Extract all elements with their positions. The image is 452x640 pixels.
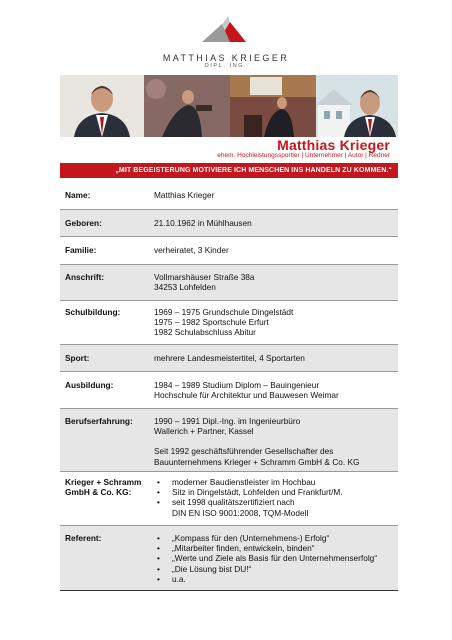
row-value [152,300,398,344]
header-banner [60,75,398,180]
row-value [152,408,398,471]
row-address [60,264,398,300]
logo-triangle-icon [200,12,252,50]
row-birth [60,209,398,236]
row-label: Sport: [60,344,152,371]
row-value [152,471,398,525]
value-line: Hochschule für Architektur und Bauwesen Weimar [154,389,339,400]
bullet-list [154,477,394,508]
value-line: 1969 – 1975 Grundschule Dingelstädt [154,306,294,317]
house-portrait-photo [316,75,398,137]
row-name [60,183,398,209]
value-line: 1984 – 1989 Studium Diplom – Bauingenieur [154,379,320,390]
row-label: Anschrift: [60,264,152,300]
row-speaker [60,525,398,590]
row-label: Familie: [60,236,152,264]
row-company [60,471,398,525]
row-career [60,408,398,471]
row-label: Berufserfahrung: [60,408,152,471]
cv-table [60,183,398,591]
row-value [152,525,398,590]
row-value [152,264,398,300]
row-sport [60,344,398,371]
value-line: 1990 – 1991 Dipl.-Ing. im Ingenieurbüro [154,415,301,426]
value-line: Seit 1992 geschäftsführender Gesellschafter des [154,446,334,457]
speaker-photo [144,75,230,137]
photo-strip [60,75,398,137]
value-line: DIN EN ISO 9001:2008, TQM-Modell [172,507,309,518]
value-line: Bauunternehmens Krieger + Schramm GmbH & Co. KG [154,456,360,467]
bullet-list [154,533,394,585]
row-label: Ausbildung: [60,371,152,408]
row-family [60,236,398,264]
list-item: • „Werte und Ziele als Basis für den Unternehmenserfolg“ [154,553,394,563]
list-item: • u.a. [154,574,394,584]
row-value: 21.10.1962 in Mühlhausen [152,209,398,236]
value-line: Vollmarshäuser Straße 38a [154,271,255,282]
list-item: • „Mitarbeiter finden, entwickeln, binden“ [154,543,394,553]
list-item: • „Die Lösung bist DU!“ [154,564,394,574]
row-value: Matthias Krieger [152,183,398,209]
value-line: 34253 Lohfelden [154,281,216,292]
row-school [60,300,398,344]
value-line: 1975 – 1982 Sportschule Erfurt [154,316,269,327]
row-value: mehrere Landesmeistertitel, 4 Sportarten [152,344,398,371]
label-line: Krieger + Schramm [65,476,142,487]
row-label: Geboren: [60,209,152,236]
logo-name: MATTHIAS KRIEGER [162,53,290,63]
stage-photo [230,75,316,137]
list-item: • „Kompass für den (Unternehmens-) Erfolg“ [154,533,394,543]
logo [0,12,452,74]
portrait-photo [60,75,144,137]
row-label: Schulbildung: [60,300,152,344]
banner-name: Matthias Krieger [277,137,390,153]
list-item: • moderner Baudienstleister im Hochbau [154,477,394,487]
list-item: • seit 1998 qualitätszertifiziert nach [154,497,394,507]
logo-subtitle: DIPL. ING. [204,63,248,69]
row-education [60,371,398,408]
row-label [60,471,152,525]
list-item: • Sitz in Dingelstädt, Lohfelden und Frankfurt/M. [154,487,394,497]
value-line: 1982 Schulabschluss Abitur [154,327,256,338]
row-value: verheiratet, 3 Kinder [152,236,398,264]
banner-tagline: ehem. Hochleistungssportler | Unternehmer | Autor | Redner [217,152,390,159]
row-label: Referent: [60,525,152,590]
quote-bar: „MIT BEGEISTERUNG MOTIVIERE ICH MENSCHEN INS HANDELN ZU KOMMEN.“ [60,163,398,178]
value-line: Wallerich + Partner, Kassel [154,425,254,436]
row-value [152,371,398,408]
label-line: GmbH & Co. KG: [65,486,132,497]
row-label: Name: [60,183,152,209]
